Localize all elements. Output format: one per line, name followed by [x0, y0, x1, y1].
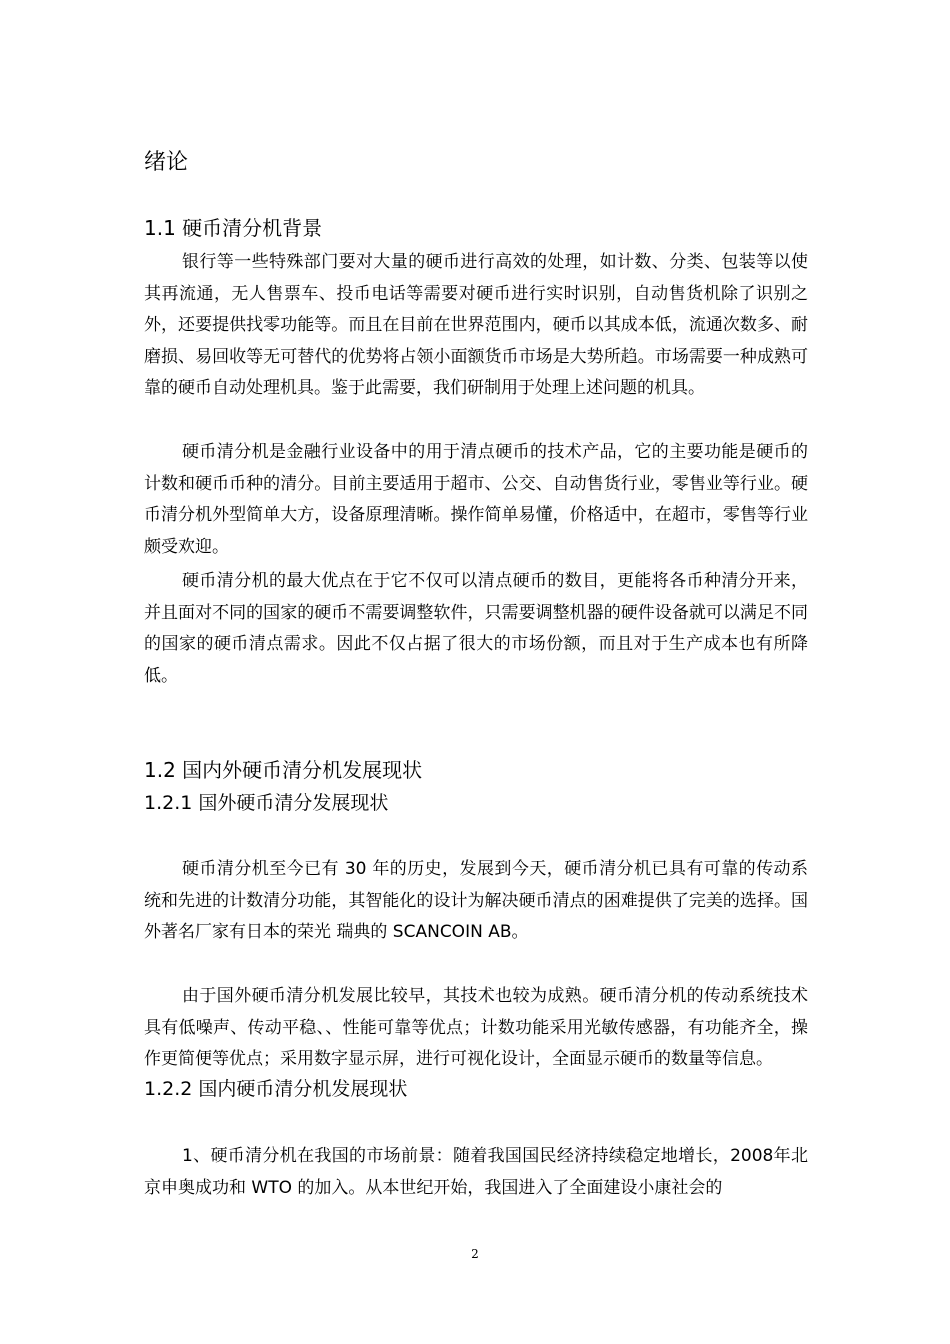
chapter-title: 绪论 — [144, 150, 189, 175]
paragraph: 由于国外硬币清分机发展比较早，其技术也较为成熟。硬币清分机的传动系统技术具有低噪声、传动平稳、、性能可靠等优点；计数功能采用光敏传感器，有功能齐全，操作更简便等优点；采用数字显示屏，进行可视化设计，全面显示硬币的数量等信息。 — [144, 986, 808, 1069]
paragraph: 硬币清分机至今已有 30 年的历史，发展到今天，硬币清分机已具有可靠的传动系统和先进的计数清分功能，其智能化的设计为解决硬币清点的困难提供了完美的选择。国外著名厂家有日本的荣光 瑞典的 SCANCOIN AB。 — [144, 859, 808, 942]
paragraph: 硬币清分机是金融行业设备中的用于清点硬币的技术产品，它的主要功能是硬币的计数和硬币币种的清分。目前主要适用于超市、公交、自动售货行业，零售业等行业。硬币清分机外型简单大方，设备原理清晰。操作简单易懂，价格适中，在超市，零售等行业颇受欢迎。 — [144, 442, 808, 557]
page-number: 2 — [471, 1247, 479, 1261]
subsection-heading-1-2-1: 1.2.1 国外硬币清分发展现状 — [144, 792, 389, 814]
section-heading-1-1: 1.1 硬币清分机背景 — [144, 216, 323, 240]
subsection-heading-1-2-2: 1.2.2 国内硬币清分机发展现状 — [144, 1078, 408, 1100]
paragraph: 银行等一些特殊部门要对大量的硬币进行高效的处理，如计数、分类、包装等以使其再流通，无人售票车、投币电话等需要对硬币进行实时识别，自动售货机除了识别之外，还要提供找零功能等。而且在目前在世界范围内，硬币以其成本低，流通次数多、耐磨损、易回收等无可替代的优势将占领小面额货币市场是大势所趋。市场需要一种成熟可靠的硬币自动处理机具。鉴于此需要，我们研制用于处理上述问题的机具。 — [144, 252, 808, 398]
section-heading-1-2: 1.2 国内外硬币清分机发展现状 — [144, 758, 423, 782]
paragraph: 1、硬币清分机在我国的市场前景：随着我国国民经济持续稳定地增长，2008年北京申奥成功和 WTO 的加入。从本世纪开始，我国进入了全面建设小康社会的 — [144, 1146, 808, 1198]
paragraph: 硬币清分机的最大优点在于它不仅可以清点硬币的数目，更能将各币种清分开来，并且面对不同的国家的硬币不需要调整软件，只需要调整机器的硬件设备就可以满足不同的国家的硬币清点需求。因此不仅占据了很大的市场份额，而且对于生产成本也有所降低。 — [144, 571, 808, 686]
